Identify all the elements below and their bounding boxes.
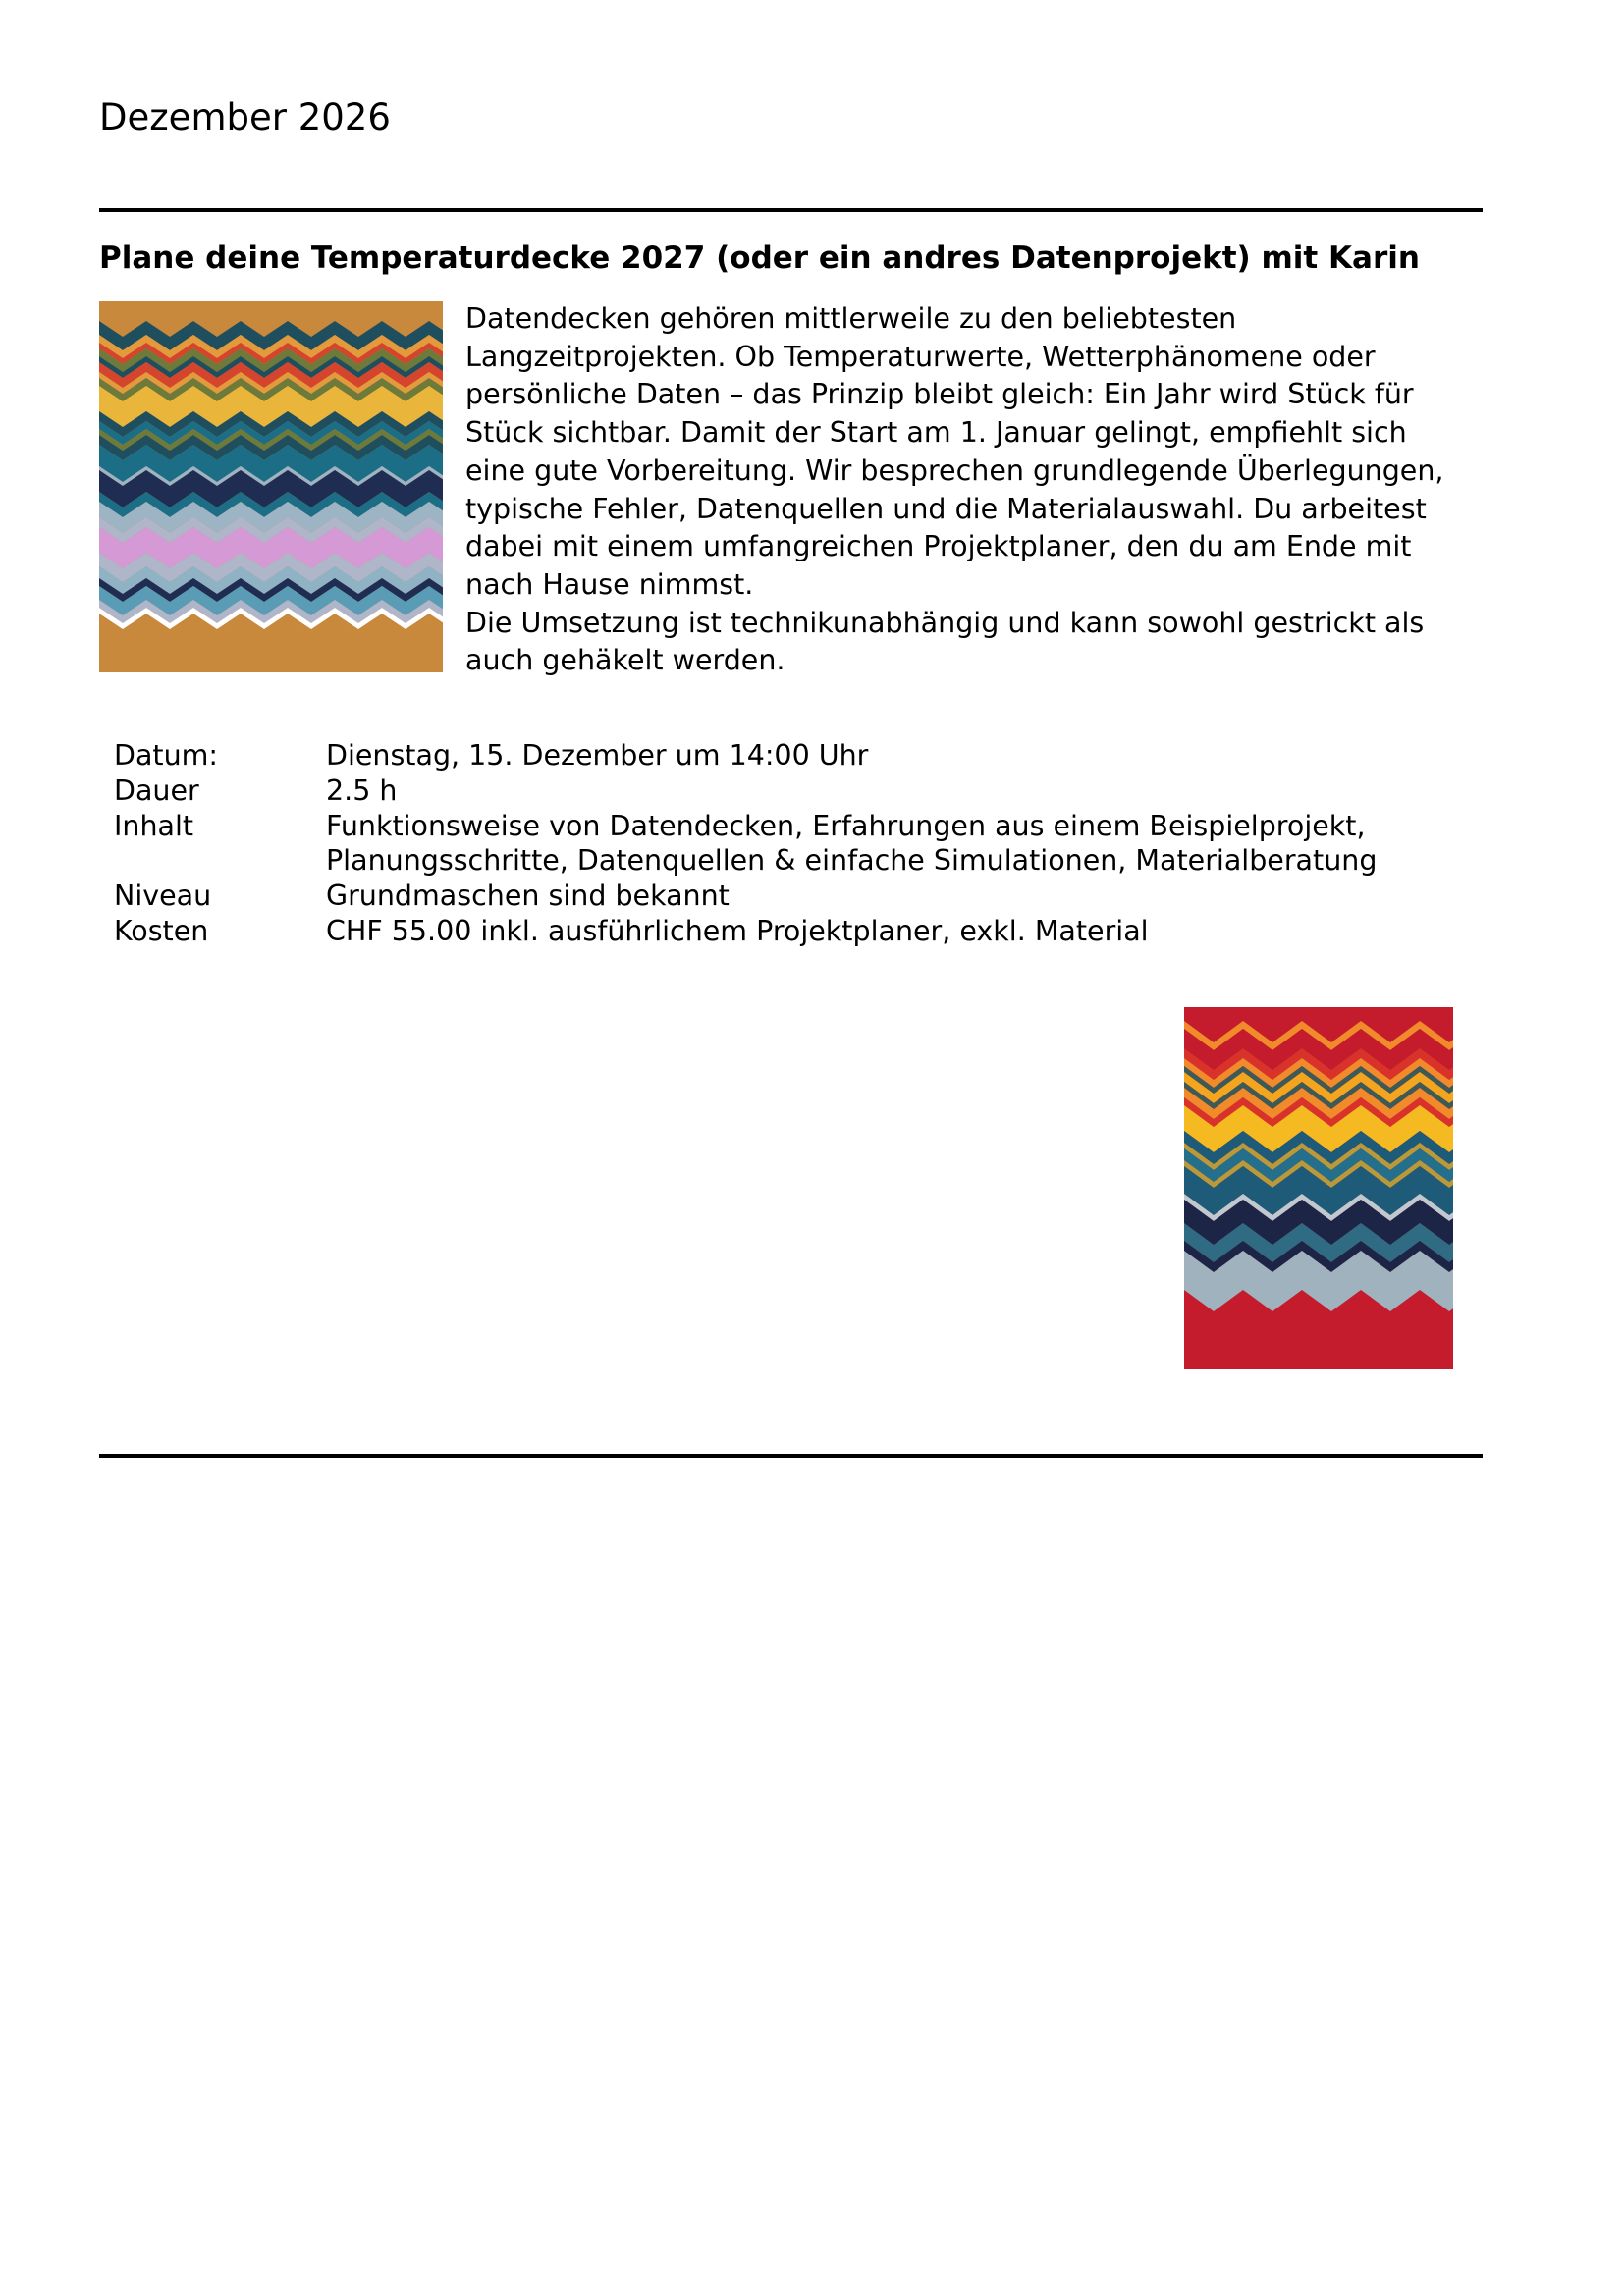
detail-row	[114, 774, 1377, 809]
intro-line: Datendecken gehören mittlerweile zu den beliebtesten	[465, 302, 1237, 335]
event-intro	[465, 300, 1545, 680]
detail-value: 2.5 h	[326, 774, 398, 807]
month-heading: Dezember 2026	[99, 96, 391, 138]
event-details	[114, 738, 1377, 949]
detail-label	[114, 843, 326, 879]
detail-row	[114, 914, 1377, 949]
intro-line: dabei mit einem umfangreichen Projektplaner, den du am Ende mit	[465, 530, 1412, 563]
detail-label: Kosten	[114, 914, 209, 947]
blanket-photo-2	[1184, 1007, 1453, 1369]
detail-row	[114, 879, 1377, 914]
intro-line: auch gehäkelt werden.	[465, 644, 785, 677]
detail-label: Dauer	[114, 774, 199, 807]
detail-value: Dienstag, 15. Dezember um 14:00 Uhr	[326, 739, 869, 772]
detail-value: CHF 55.00 inkl. ausführlichem Projektplaner, exkl. Material	[326, 914, 1149, 947]
detail-label: Niveau	[114, 880, 212, 913]
intro-line: persönliche Daten – das Prinzip bleibt gleich: Ein Jahr wird Stück für	[465, 378, 1414, 411]
detail-row	[114, 738, 1377, 774]
detail-value: Grundmaschen sind bekannt	[326, 880, 730, 913]
intro-line: Langzeitprojekten. Ob Temperaturwerte, Wetterphänomene oder	[465, 340, 1376, 373]
intro-line: Stück sichtbar. Damit der Start am 1. Januar gelingt, empfiehlt sich	[465, 416, 1407, 450]
intro-line: nach Hause nimmst.	[465, 567, 754, 601]
event-title: Plane deine Temperaturdecke 2027 (oder ein andres Datenprojekt) mit Karin	[99, 240, 1420, 276]
detail-row	[114, 809, 1377, 844]
detail-label: Datum:	[114, 739, 219, 772]
detail-row	[114, 843, 1377, 879]
intro-line: typische Fehler, Datenquellen und die Materialauswahl. Du arbeitest	[465, 492, 1427, 525]
detail-label: Inhalt	[114, 809, 194, 842]
intro-line: Die Umsetzung ist technikunabhängig und kann sowohl gestrickt als	[465, 606, 1425, 639]
divider-top	[99, 208, 1483, 212]
detail-value: Funktionsweise von Datendecken, Erfahrungen aus einem Beispielprojekt,	[326, 809, 1366, 842]
detail-value: Planungsschritte, Datenquellen & einfache Simulationen, Materialberatung	[326, 844, 1378, 878]
blanket-photo-1	[99, 301, 443, 672]
intro-line: eine gute Vorbereitung. Wir besprechen grundlegende Überlegungen,	[465, 454, 1444, 487]
divider-bottom	[99, 1454, 1483, 1458]
